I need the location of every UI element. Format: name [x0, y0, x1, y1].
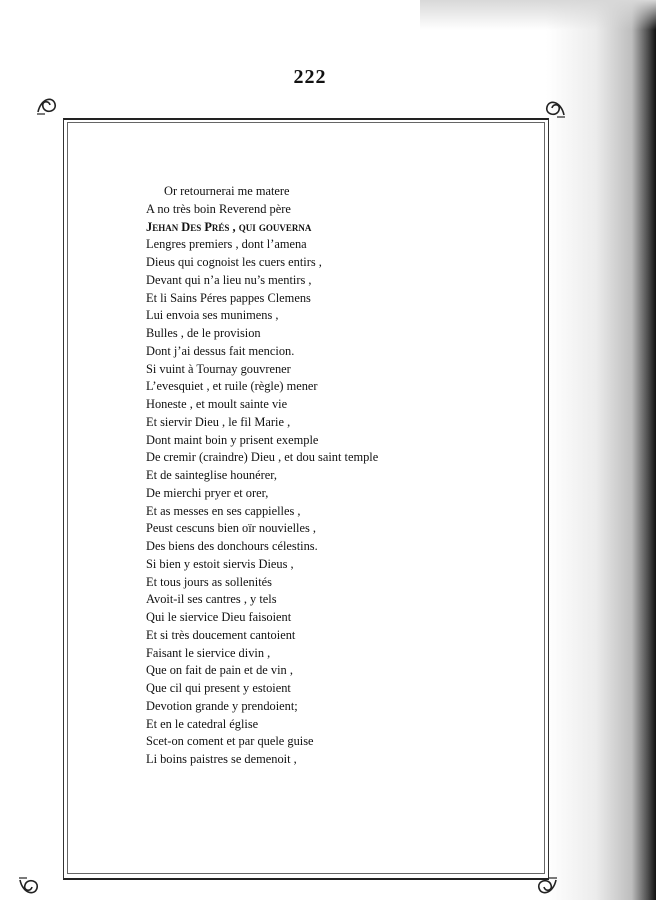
verse-line: Lui envoia ses munimens , — [146, 308, 279, 323]
page-top-shadow — [420, 0, 656, 30]
verse-line: Et tous jours as sollenités — [146, 574, 272, 589]
verse-line: Faisant le siervice divin , — [146, 645, 271, 660]
verse-line: De mierchi pryer et orer, — [146, 485, 269, 500]
verse-line: A no très boin Reverend père — [146, 201, 291, 216]
verse-line: Dont j’ai dessus fait mencion. — [146, 343, 295, 358]
poem-text — [146, 183, 446, 769]
verse-line: De cremir (craindre) Dieu , et dou saint temple — [146, 450, 379, 465]
verse-line: Et li Sains Péres pappes Clemens — [146, 290, 311, 305]
verse-line: Or retournerai me matere — [164, 184, 290, 198]
verse-line: Et de sainteglise hounérer, — [146, 468, 277, 482]
verse-line: Lengres premiers , dont l’amena — [146, 237, 307, 252]
verse-line: Et siervir Dieu , le fil Marie , — [146, 414, 291, 429]
fleuron-icon — [17, 874, 41, 898]
verse-line: Honeste , et moult sainte vie — [146, 397, 288, 411]
verse-line: Si bien y estoit siervis Dieus , — [146, 556, 294, 571]
fleuron-icon — [535, 874, 559, 898]
verse-line: Dont maint boin y prisent exemple — [146, 432, 319, 447]
verse-line: Des biens des donchours célestins. — [146, 539, 318, 553]
verse-line: Devant qui n’a lieu nu’s mentirs , — [146, 272, 312, 287]
verse-line: Et as messes en ses cappielles , — [146, 503, 301, 518]
fleuron-icon — [543, 97, 567, 121]
verse-line: Devotion grande y prendoient; — [146, 698, 298, 713]
page-number: 222 — [293, 66, 327, 88]
fleuron-icon — [35, 94, 59, 118]
verse-line: Si vuint à Tournay gouvrener — [146, 361, 291, 376]
verse-line: Et si très doucement cantoient — [146, 627, 296, 642]
verse-line: Bulles , de le provision — [146, 326, 261, 340]
verse-line: Et en le catedral église — [146, 716, 259, 731]
verse-line: Avoit-il ses cantres , y tels — [146, 592, 277, 607]
verse-line: Dieus qui cognoist les cuers entirs , — [146, 255, 322, 269]
verse-line: Peust cescuns bien oïr nouvielles , — [146, 521, 316, 536]
page-gutter-shadow — [546, 0, 656, 900]
verse-line: Li boins paistres se demenoit , — [146, 752, 297, 766]
verse-line: Qui le siervice Dieu faisoient — [146, 610, 292, 624]
verse-line: Que on fait de pain et de vin , — [146, 663, 293, 678]
verse-line: Jehan Des Prés , qui gouverna — [146, 219, 312, 234]
verse-line: Scet-on coment et par quele guise — [146, 734, 314, 749]
verse-line: L’evesquiet , et ruile (règle) mener — [146, 379, 318, 394]
verse-line: Que cil qui present y estoient — [146, 681, 291, 695]
